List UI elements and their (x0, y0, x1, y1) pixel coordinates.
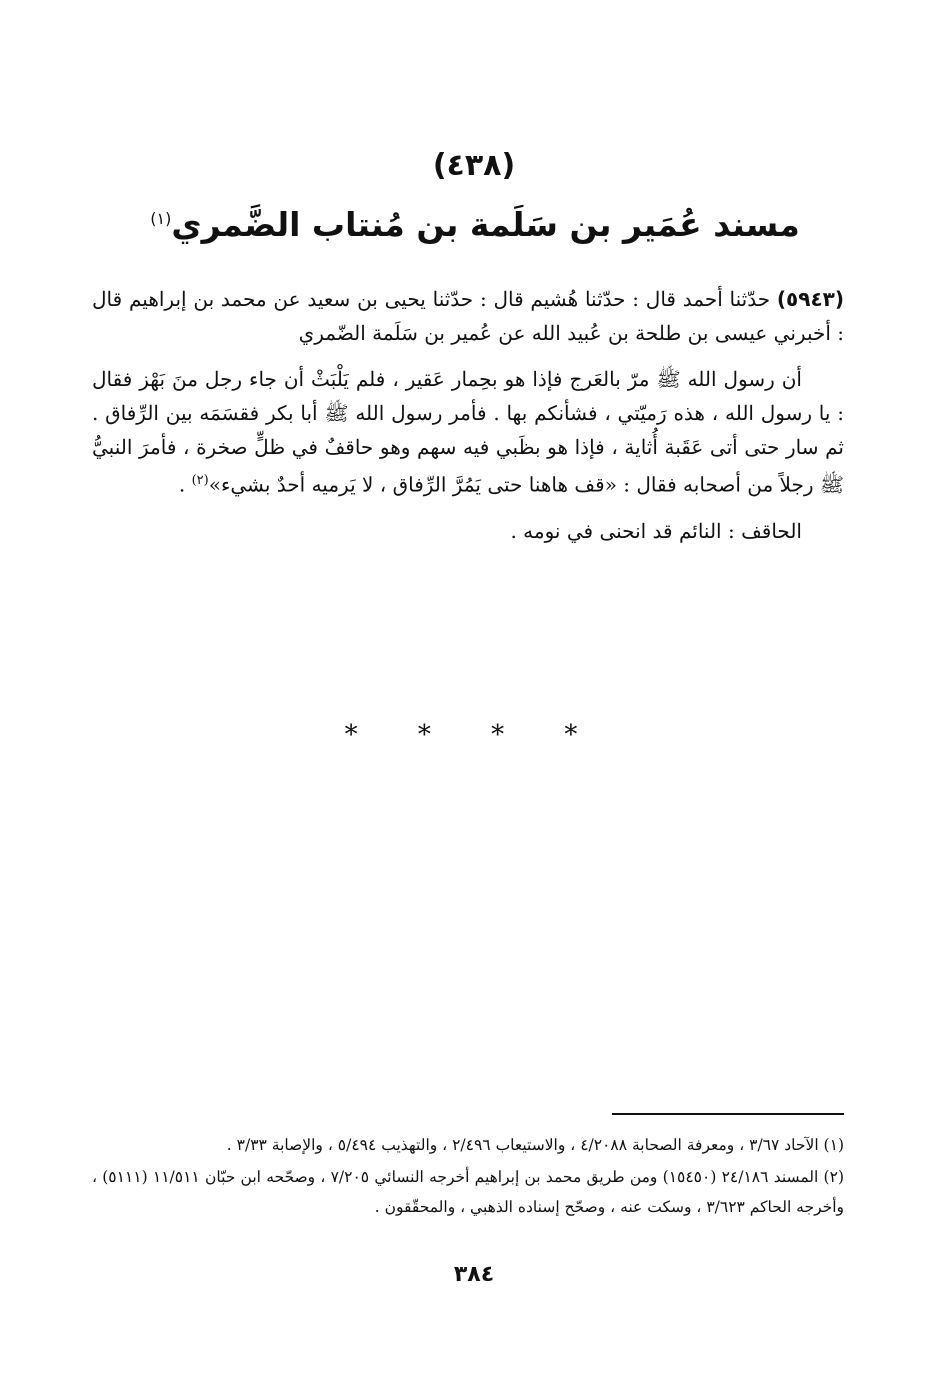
hadith-isnad: حدّثنا أحمد قال : حدّثنا هُشيم قال : حدّثنا يحيى بن سعيد عن محمد بن إبراهيم قال : أخبرني عيسى بن طلحة بن عُبيد الله عن عُمير بن سَلَمة الضّمري (92, 287, 844, 345)
main-text (92, 282, 844, 560)
footnote-2: (٢) المسند ٢٤/١٨٦ (١٥٤٥٠) ومن طريق محمد بن إبراهيم أخرجه النسائي ٧/٢٠٥ ، وصحّحه ابن حبّان ١١/٥١١ (٥١١١) ، وأخرجه الحاكم ٣/٦٢٣ ، وسكت عنه ، وصحّح إسناده الذهبي ، والمحقّقون . (92, 1168, 844, 1216)
hadith-number: (٥٩٤٣) (776, 287, 845, 311)
hadith-matn-end: . (178, 472, 192, 497)
chapter-number: (٤٣٨) (432, 148, 516, 183)
hadith-footnote-ref: (٢) (191, 473, 209, 488)
footnote-1: (١) الآحاد ٣/٦٧ ، ومعرفة الصحابة ٤/٢٠٨٨ ، والاستيعاب ٢/٤٩٦ ، والتهذيب ٥/٤٩٤ ، والإصابة ٣/٣٣ . (226, 1136, 844, 1154)
section-separator: * * * * (344, 720, 604, 750)
gloss-paragraph (92, 514, 844, 548)
gloss-text: الحاقف : النائم قد انحنى في نومه . (510, 518, 802, 543)
hadith-isnad-paragraph (92, 282, 844, 350)
chapter-title-footnote-ref: (١) (150, 209, 172, 228)
footnote-divider (612, 1113, 844, 1115)
page-number: ٣٨٤ (453, 1262, 495, 1287)
hadith-matn: أن رسول الله ﷺ مرّ بالعَرج فإذا هو بحِمار عَقير ، فلم يَلْبَثْ أن جاء رجل منَ بَهْز فقال : يا رسول الله ، هذه رَميّتي ، فشأنكم بها . فأمر رسول الله ﷺ أبا بكر فقسَمَه بين الرِّفاق . ثم سار حتى أتى عَقَبة أُثاية ، فإذا هو بظَبي فيه سهم وهو حاقفٌ في ظلٍّ صخرة ، فأمرَ النبيُّ ﷺ رجلاً من أصحابه فقال : «قف هاهنا حتى يَمُرَّ الرِّفاق ، لا يَرميه أحدٌ بشيء» (92, 367, 844, 497)
chapter-title-text: مسند عُمَير بن سَلَمة بن مُنتاب الضَّمري (171, 205, 800, 244)
footnotes (92, 1130, 844, 1224)
chapter-title (120, 205, 830, 244)
hadith-matn-paragraph (92, 362, 844, 502)
